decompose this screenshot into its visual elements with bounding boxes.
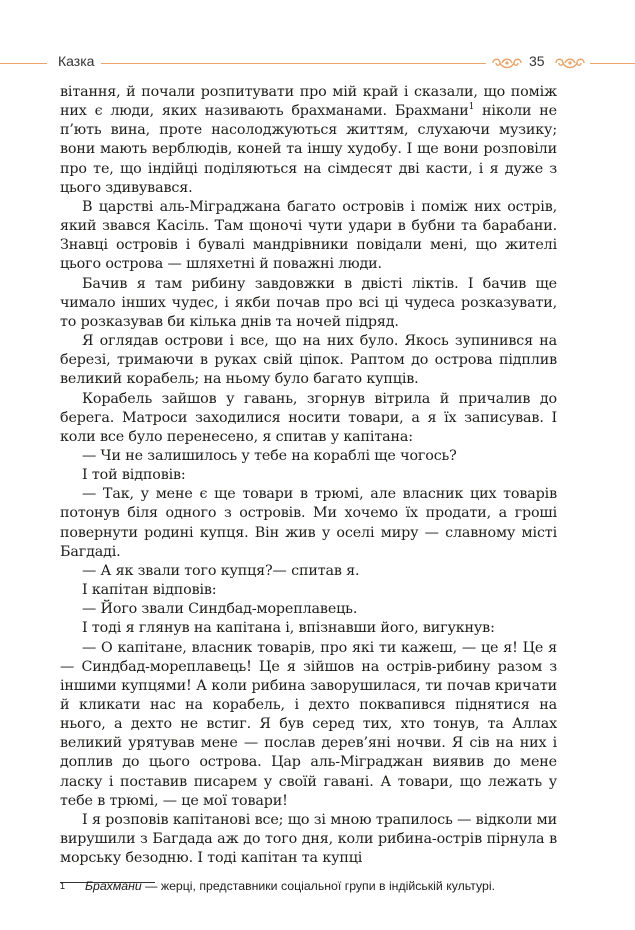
paragraph: І я розповів капітанові все; що зі мною трапилось — відколи ми вирушили з Багдада аж до того дня, коли рибина-острів пірнула в морську безодню. І тоді капітан та купці <box>60 811 557 867</box>
dialogue-line: — Чи не залишилось у тебе на кораблі ще чогось? <box>82 447 457 464</box>
footnote-definition: — жерці, представники соціальної групи в індійській культурі. <box>141 879 495 893</box>
header-rule-right <box>590 63 635 64</box>
footnote-text <box>85 878 495 894</box>
swirl-ornament-icon <box>553 55 587 71</box>
paragraph: В царстві аль-Міграджана багато островів і поміж них острів, який звався Касіль. Там щоночі чути удари в бубни та барабани. Знавці островів і бувалі мандрівники повідали мені, що жителі цього острова — шляхетні й поважні люди. <box>60 198 557 273</box>
paragraph: І капітан відповів: <box>82 582 217 599</box>
paragraph: Корабель зайшов у гавань, згорнув вітрила й причалив до берега. Матроси заходилися носити товари, а я їх записував. І коли все було перенесено, я спитав у капітана: <box>60 390 557 445</box>
header-rule-left <box>0 63 47 64</box>
header-rule-middle <box>101 63 486 64</box>
paragraph-text: ніколи не п’ють вина, проте насолоджуються життям, слухаючи музику; вони мають верблюдів, коней та іншу худобу. І ще вони розповіли про те, що індійці поділяються на сімдесят дві касти, і я дуже з цього здивувався. <box>60 103 557 196</box>
section-title: Казка <box>58 53 95 69</box>
paragraph: І тоді я глянув на капітана і, впізнавши його, вигукнув: <box>82 620 495 637</box>
dialogue-line: — Його звали Синдбад-мореплавець. <box>82 601 358 618</box>
swirl-ornament-icon <box>490 55 524 71</box>
paragraph-text: вітання, й почали розпитувати про мій край і сказали, що поміж них є люди, яких називають брахманами. Брахмани <box>60 84 557 120</box>
page-header <box>0 48 635 78</box>
footnote-term: Брахмани <box>85 879 142 893</box>
paragraph: Бачив я там рибину завдовжки в двісті ліктів. І бачив ще чимало інших чудес, і якби почав про всі ці чудеса розказувати, то розказував би кілька днів та ночей підряд. <box>60 275 557 330</box>
dialogue-line: — О капітане, власник товарів, про які ти кажеш, — це я! Це я — Синдбад-мореплавець! Це я зійшов на острів-рибину разом з іншими купцями! А коли рибина заворушилася, ти почав кричати й кликати нас на корабель, і дехто поквапився піднятися на нього, а дехто не встиг. Я був серед тих, хто тонув, та Аллах великий урятував мене — послав дерев’яні ночви. Я сів на них і доплив до цього острова. Цар аль-Міграджан виявив до мене ласку і поставив писарем у своїй гавані. А товари, що лежать у тебе в трюмі, — це мої товари! <box>60 639 557 809</box>
dialogue-line: — Так, у мене є ще товари в трюмі, але власник цих товарів потонув біля одного з островів. Ми хочемо їх продати, а гроші повернути родині купця. Він жив у оселі миру — славному місті Багдаді. <box>60 486 557 560</box>
paragraph: Я оглядав острови і все, що на них було. Якось зупинився на березі, тримаючи в руках свій ціпок. Раптом до острова підплив великий корабель; на ньому було багато купців. <box>60 333 557 388</box>
dialogue-line: — А як звали того купця?— спитав я. <box>82 562 360 579</box>
paragraph <box>60 83 557 198</box>
footnote-marker: 1 <box>60 881 66 891</box>
story-text <box>60 83 557 868</box>
page-number: 35 <box>529 53 545 69</box>
paragraph: І той відповів: <box>82 467 186 484</box>
footnote-reference: 1 <box>468 102 475 113</box>
